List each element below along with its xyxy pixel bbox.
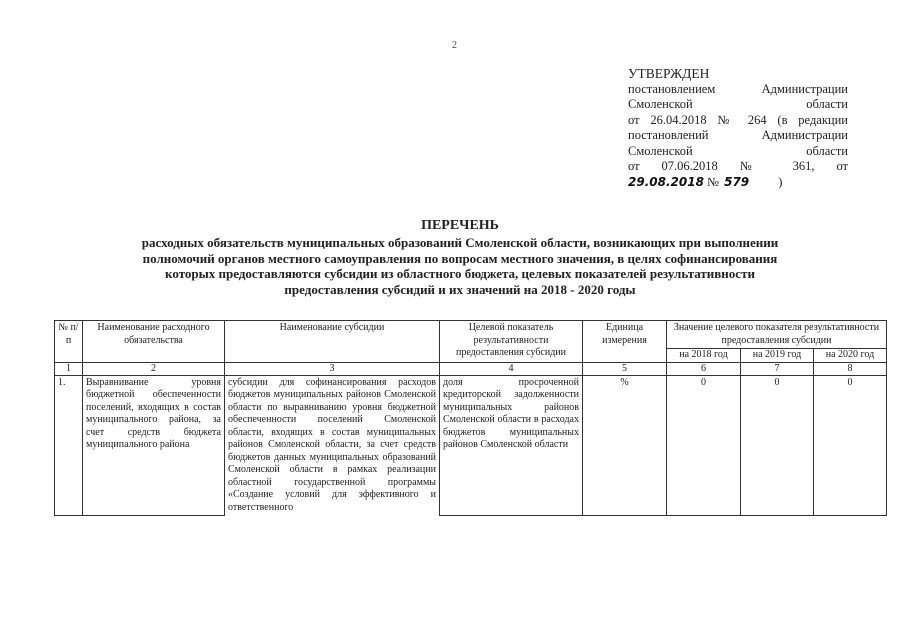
approval-line: Смоленской области bbox=[628, 143, 848, 158]
column-number: 1 bbox=[55, 362, 83, 375]
document-title: ПЕРЕЧЕНЬ bbox=[421, 218, 499, 233]
row-value-2019: 0 bbox=[741, 375, 814, 515]
table-row bbox=[55, 375, 887, 515]
approval-stamp bbox=[628, 66, 848, 190]
header-indicator: Целевой показатель результативности предоставления субсидии bbox=[440, 321, 583, 363]
header-year-2019: на 2019 год bbox=[741, 349, 814, 363]
header-num: № п/п bbox=[55, 321, 83, 363]
approval-line: от 07.06.2018 № 361, от bbox=[628, 159, 848, 173]
document-subtitle-line: полномочий органов местного самоуправления по вопросам местного значения, в целях софинансирования bbox=[142, 250, 778, 266]
header-values-group: Значение целевого показателя результативности предоставления субсидии bbox=[667, 321, 887, 349]
header-obligation: Наименование расходного обязательства bbox=[83, 321, 225, 363]
approval-line: постановлений Администрации bbox=[628, 128, 848, 142]
row-num: 1. bbox=[55, 375, 83, 515]
header-year-2018: на 2018 год bbox=[667, 349, 741, 363]
approval-handwritten-line bbox=[628, 175, 848, 191]
row-value-2018: 0 bbox=[667, 375, 741, 515]
row-value-2020: 0 bbox=[814, 375, 887, 515]
row-subsidy: субсидии для софинансирования расходов бюджетов муниципальных районов Смоленской области по выравниванию уровня бюджетной обеспеченности поселений Смоленской области, входящих в состав муниципальных районов Смоленской области, за счет средств бюджетов данных муниципальных образований Смоленской области в рамках реализации областной государственной программы «Создание условий для эффективного и ответственного bbox=[225, 375, 440, 515]
column-number: 8 bbox=[814, 362, 887, 375]
column-number-row bbox=[55, 362, 887, 375]
document-subtitle-line: расходных обязательств муниципальных образований Смоленской области, возникающих при выполнении bbox=[141, 235, 779, 250]
column-number: 3 bbox=[225, 362, 440, 375]
number-sign: № bbox=[707, 174, 719, 189]
approval-line: от 26.04.2018 № 264 (в редакции bbox=[628, 112, 848, 127]
approval-line: постановлением Администрации bbox=[628, 81, 848, 96]
row-unit: % bbox=[583, 375, 667, 515]
document-heading bbox=[60, 217, 860, 297]
row-obligation: Выравнивание уровня бюджетной обеспеченности поселений, входящих в состав муниципального района, за счет средств бюджета муниципального района bbox=[83, 375, 225, 515]
document-subtitle-line: которых предоставляются субсидии из областного бюджета, целевых показателей результативности bbox=[165, 266, 755, 281]
handwritten-date: 29.08.2018 bbox=[628, 174, 704, 189]
column-number: 2 bbox=[83, 362, 225, 375]
header-year-2020: на 2020 год bbox=[814, 349, 887, 363]
column-number: 7 bbox=[741, 362, 814, 375]
column-number: 6 bbox=[667, 362, 741, 375]
obligations-table bbox=[54, 320, 887, 516]
header-unit: Единица измерения bbox=[583, 321, 667, 363]
closing-paren: ) bbox=[778, 174, 783, 189]
page-number: 2 bbox=[452, 40, 457, 51]
approval-title: УТВЕРЖДЕН bbox=[628, 66, 710, 81]
column-number: 5 bbox=[583, 362, 667, 375]
header-subsidy: Наименование субсидии bbox=[225, 321, 440, 363]
row-indicator: доля просроченной кредиторской задолженности муниципальных районов Смоленской области в расходах бюджетов муниципальных районов Смоленской области bbox=[440, 375, 583, 515]
document-subtitle-line: предоставления субсидий и их значений на 2018 - 2020 годы bbox=[284, 281, 636, 297]
header-row bbox=[55, 321, 887, 349]
column-number: 4 bbox=[440, 362, 583, 375]
approval-line: Смоленской области bbox=[628, 97, 848, 111]
handwritten-number: 579 bbox=[724, 174, 750, 189]
